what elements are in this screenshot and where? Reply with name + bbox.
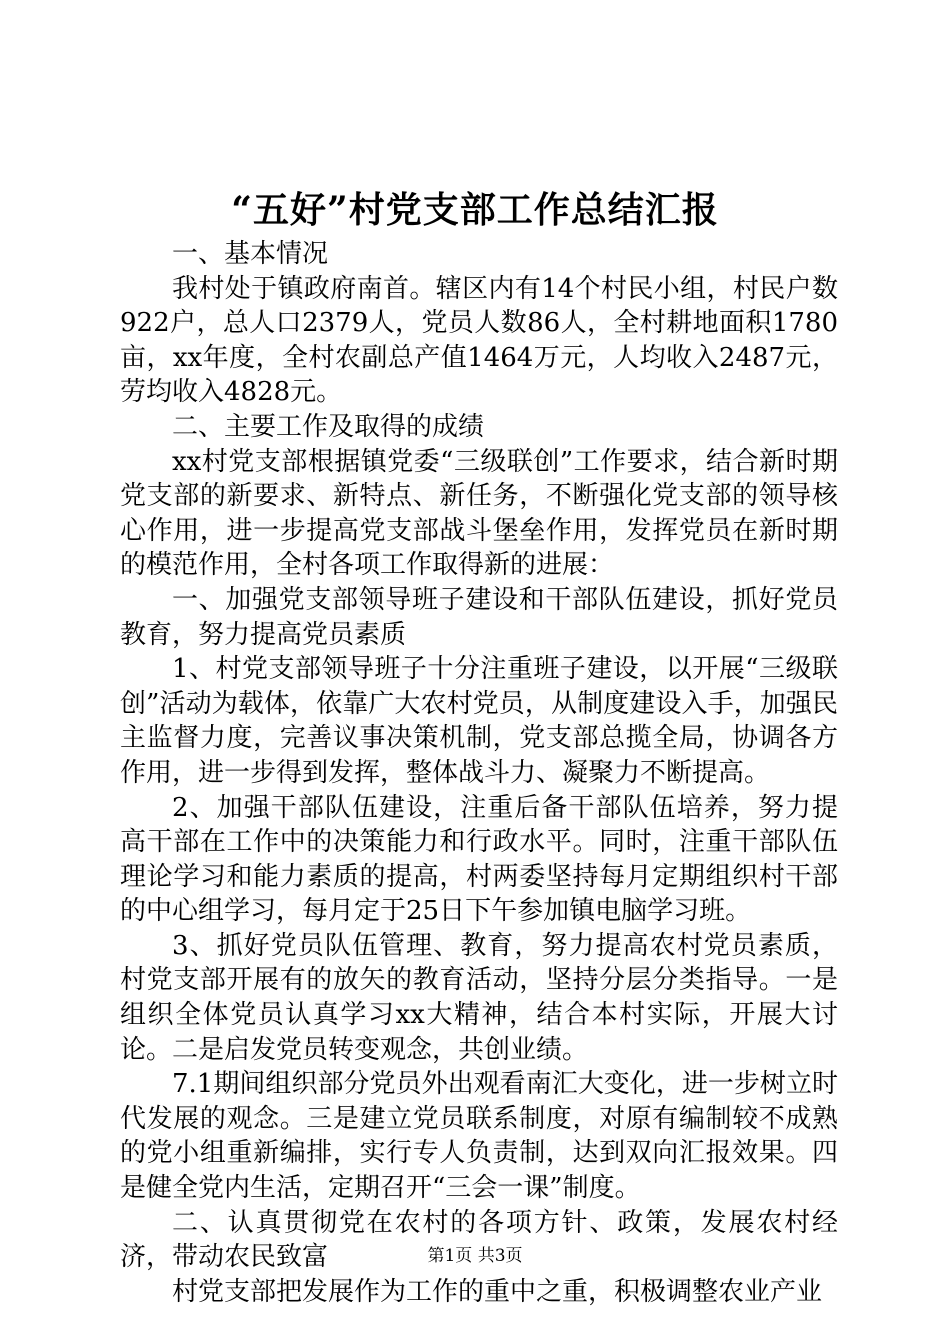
document-body: [120, 237, 838, 1309]
section-heading-main-work: 二、主要工作及取得的成绩: [172, 411, 485, 442]
subsection-heading-1: 一、加强党支部领导班子建设和干部队伍建设，抓好党员教育，努力提高党员素质: [120, 584, 838, 650]
paragraph-basic-info: 我村处于镇政府南首。辖区内有14个村民小组，村民户数922户，总人口2379人，党员人数86人，全村耕地面积1780亩，xx年度，全村农副总产值1464万元，人均收入2487元，劳均收入4828元。: [120, 273, 838, 408]
document-title: “五好”村党支部工作总结汇报: [231, 189, 719, 231]
paragraph-item-2: 2、加强干部队伍建设，注重后备干部队伍培养，努力提高干部在工作中的决策能力和行政水平。同时，注重干部队伍理论学习和能力素质的提高，村两委坚持每月定期组织村干部的中心组学习，每月定于25日下午参加镇电脑学习班。: [120, 792, 838, 927]
paragraph-intro: xx村党支部根据镇党委“三级联创”工作要求，结合新时期党支部的新要求、新特点、新任务，不断强化党支部的领导核心作用，进一步提高党支部战斗堡垒作用，发挥党员在新时期的模范作用，全村各项工作取得新的进展：: [120, 446, 838, 581]
paragraph-item-3: 3、抓好党员队伍管理、教育，努力提高农村党员素质，村党支部开展有的放矢的教育活动，坚持分层分类指导。一是组织全体党员认真学习xx大精神，结合本村实际，开展大讨论。二是启发党员转变观念，共创业绩。: [120, 930, 838, 1065]
paragraph-item-3-cont: 7.1期间组织部分党员外出观看南汇大变化，进一步树立时代发展的观念。三是建立党员联系制度，对原有编制较不成熟的党小组重新编排，实行专人负责制，达到双向汇报效果。四是健全党内生活，定期召开“三会一课”制度。: [120, 1069, 838, 1204]
paragraph-economy: 村党支部把发展作为工作的重中之重，积极调整农业产业: [172, 1276, 823, 1307]
subsection-heading-2: 二、认真贯彻党在农村的各项方针、政策，发展农村经济，带动农民致富: [120, 1207, 838, 1273]
section-heading-basic-info: 一、基本情况: [172, 239, 329, 269]
page-number: 第1页 共3页: [427, 1246, 523, 1266]
paragraph-item-1: 1、村党支部领导班子十分注重班子建设，以开展“三级联创”活动为载体，依靠广大农村党员，从制度建设入手，加强民主监督力度，完善议事决策机制，党支部总揽全局，协调各方作用，进一步得到发挥，整体战斗力、凝聚力不断提高。: [120, 654, 838, 788]
